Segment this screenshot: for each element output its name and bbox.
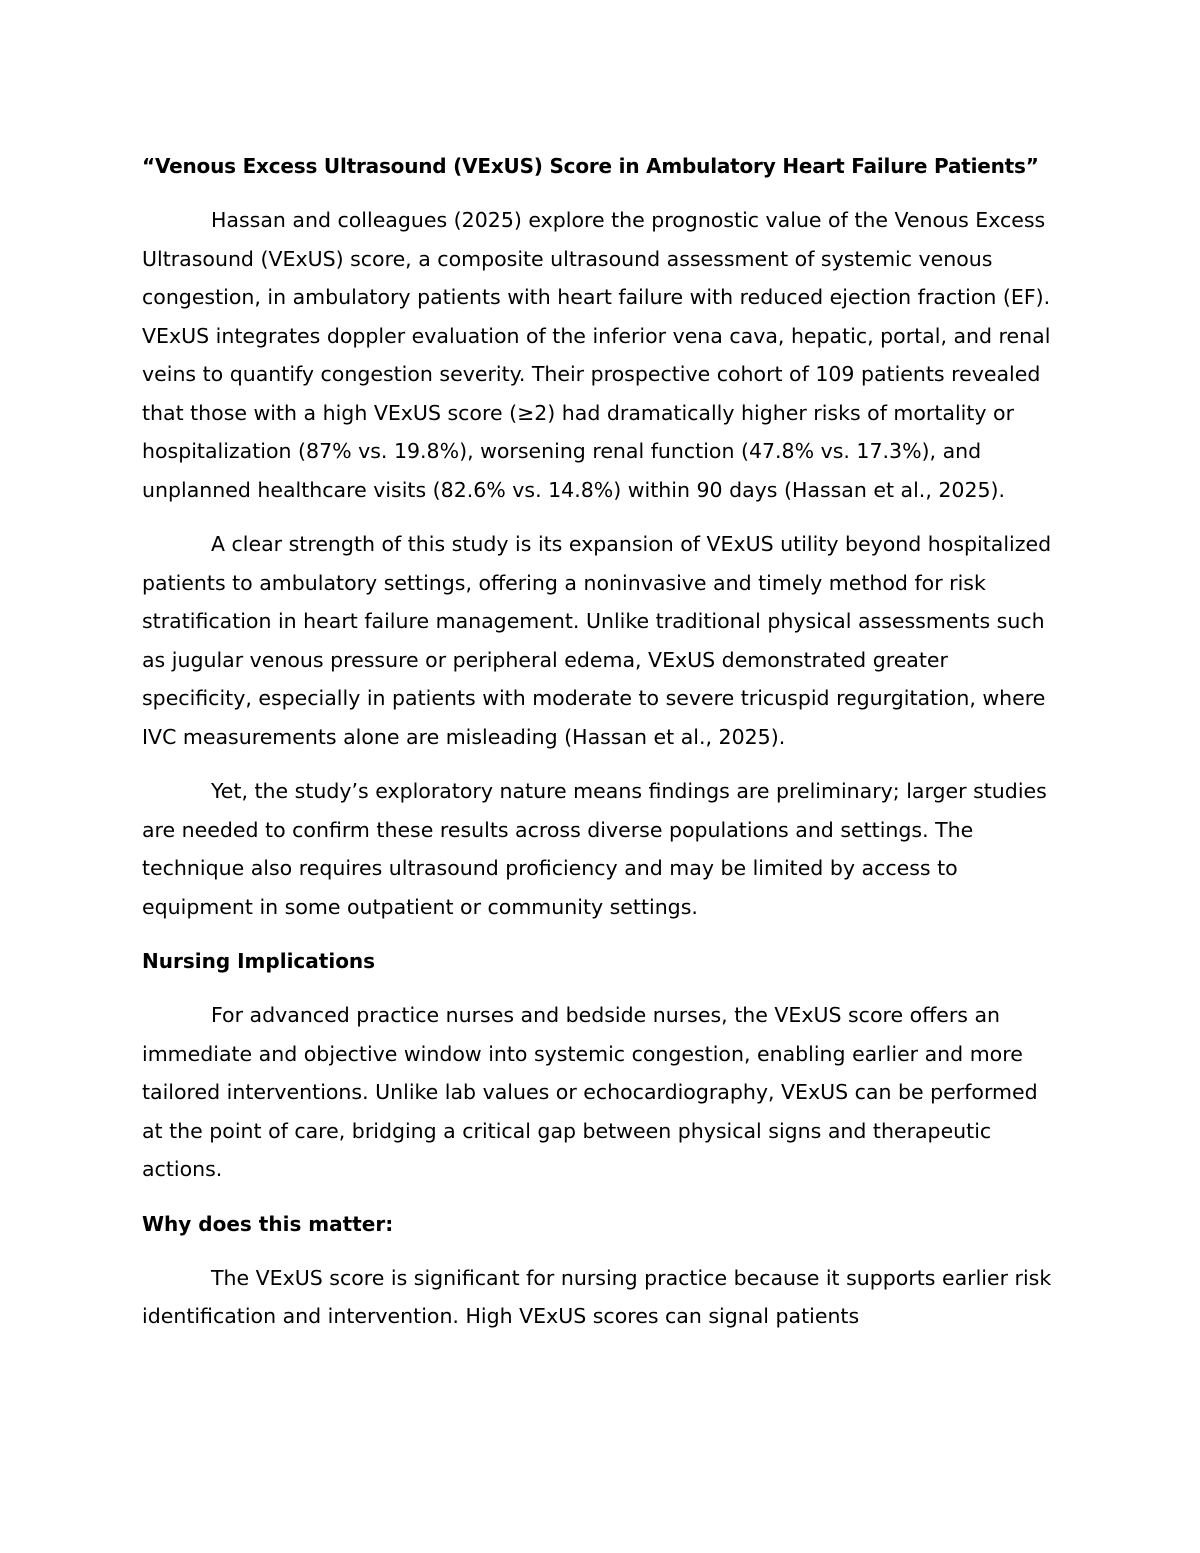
document-body — [142, 147, 1060, 1352]
paragraph-why-does-this-matter: The VExUS score is significant for nursing practice because it supports earlier risk identification and intervention. High VExUS scores can signal patients — [142, 1265, 1052, 1328]
heading-why-does-this-matter: Why does this matter: — [142, 1211, 394, 1236]
paragraph-strength: A clear strength of this study is its expansion of VExUS utility beyond hospitalized patients to ambulatory settings, offering a noninvasive and timely method for risk stratification in heart failure management. Unlike traditional physical assessments such as jugular venous pressure or peripheral edema, VExUS demonstrated greater specificity, especially in patients with moderate to severe tricuspid regurgitation, where IVC measurements alone are misleading (Hassan et al., 2025). — [142, 532, 1052, 749]
document-title: “Venous Excess Ultrasound (VExUS) Score in Ambulatory Heart Failure Patients” — [142, 154, 1039, 178]
paragraph-nursing-implications: For advanced practice nurses and bedside nurses, the VExUS score offers an immediate and objective window into systemic congestion, enabling earlier and more tailored interventions. Unlike lab values or echocardiography, VExUS can be performed at the point of care, bridging a critical gap between physical signs and therapeutic actions. — [142, 1003, 1038, 1181]
paragraph-limitations: Yet, the study’s exploratory nature means findings are preliminary; larger studies are needed to confirm these results across diverse populations and settings. The technique also requires ultrasound proficiency and may be limited by access to equipment in some outpatient or community settings. — [142, 779, 1047, 919]
paragraph-summary: Hassan and colleagues (2025) explore the prognostic value of the Venous Excess Ultrasound (VExUS) score, a composite ultrasound assessment of systemic venous congestion, in ambulatory patients with heart failure with reduced ejection fraction (EF). VExUS integrates doppler evaluation of the inferior vena cava, hepatic, portal, and renal veins to quantify congestion severity. Their prospective cohort of 109 patients revealed that those with a high VExUS score (≥2) had dramatically higher risks of mortality or hospitalization (87% vs. 19.8%), worsening renal function (47.8% vs. 17.3%), and unplanned healthcare visits (82.6% vs. 14.8%) within 90 days (Hassan et al., 2025). — [142, 208, 1051, 502]
heading-nursing-implications: Nursing Implications — [142, 949, 376, 973]
